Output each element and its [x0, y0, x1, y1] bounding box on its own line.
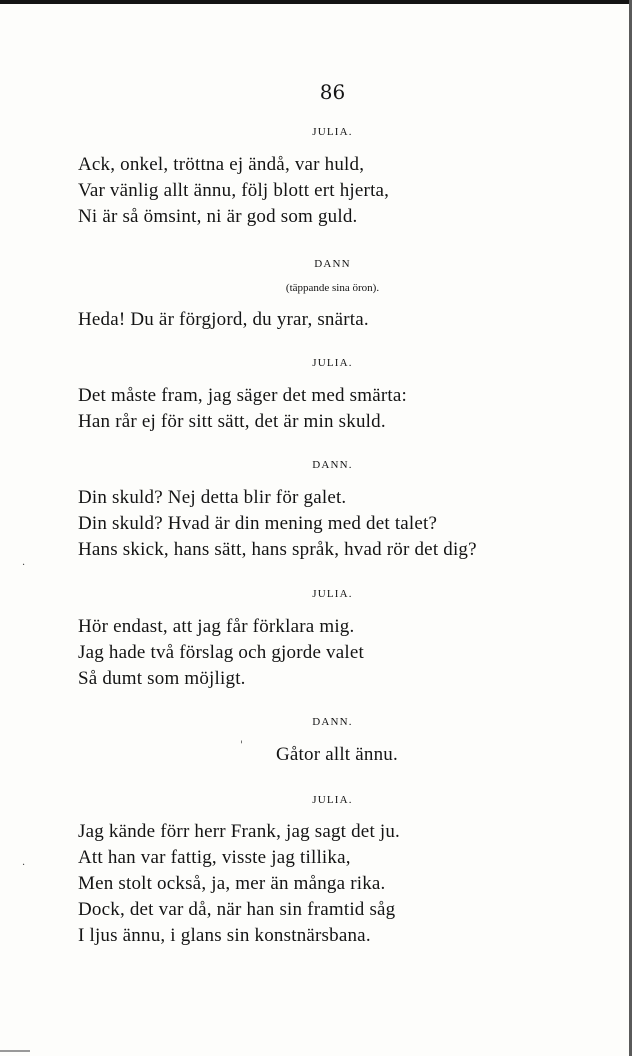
speaker-julia: JULIA. — [312, 588, 353, 600]
speaker-julia: JULIA. — [312, 794, 353, 806]
verse-line: Din skuld? Hvad är din mening med det talet? — [78, 513, 438, 534]
verse-line: Jag kände förr herr Frank, jag sagt det ju. — [78, 821, 400, 842]
page-number: 86 — [319, 80, 346, 104]
speaker-julia: JULIA. — [312, 126, 353, 138]
verse-line: I ljus ännu, i glans sin konstnärsbana. — [78, 925, 371, 946]
speaker-dann: DANN — [314, 258, 351, 270]
verse-line: Heda! Du är förgjord, du yrar, snärta. — [78, 309, 369, 330]
print-speck: · — [22, 860, 26, 871]
verse-line: Var vänlig allt ännu, följ blott ert hjerta, — [78, 180, 390, 201]
verse-line: Dock, det var då, när han sin framtid såg — [78, 899, 396, 920]
verse-line: Så dumt som möjligt. — [78, 668, 246, 689]
verse-line: Det måste fram, jag säger det med smärta: — [78, 385, 407, 406]
speaker-dann: DANN. — [312, 459, 353, 471]
print-speck: ' — [240, 740, 243, 751]
verse-line: Hör endast, att jag får förklara mig. — [78, 616, 355, 637]
top-border — [0, 0, 632, 4]
bottom-mark — [0, 1050, 30, 1052]
speaker-dann: DANN. — [312, 716, 353, 728]
verse-line: Gåtor allt ännu. — [276, 744, 398, 765]
verse-line: Han rår ej för sitt sätt, det är min skuld. — [78, 411, 386, 432]
verse-line: Att han var fattig, visste jag tillika, — [78, 847, 351, 868]
speaker-julia: JULIA. — [312, 357, 353, 369]
verse-line: Ack, onkel, tröttna ej ändå, var huld, — [78, 154, 365, 175]
verse-line: Hans skick, hans sätt, hans språk, hvad rör det dig? — [78, 539, 477, 560]
verse-line: Ni är så ömsint, ni är god som guld. — [78, 206, 358, 227]
verse-line: Jag hade två förslag och gjorde valet — [78, 642, 364, 663]
verse-line: Din skuld? Nej detta blir för galet. — [78, 487, 347, 508]
print-speck: · — [22, 560, 26, 571]
stage-direction: (täppande sina öron). — [285, 282, 380, 294]
verse-line: Men stolt också, ja, mer än många rika. — [78, 873, 386, 894]
